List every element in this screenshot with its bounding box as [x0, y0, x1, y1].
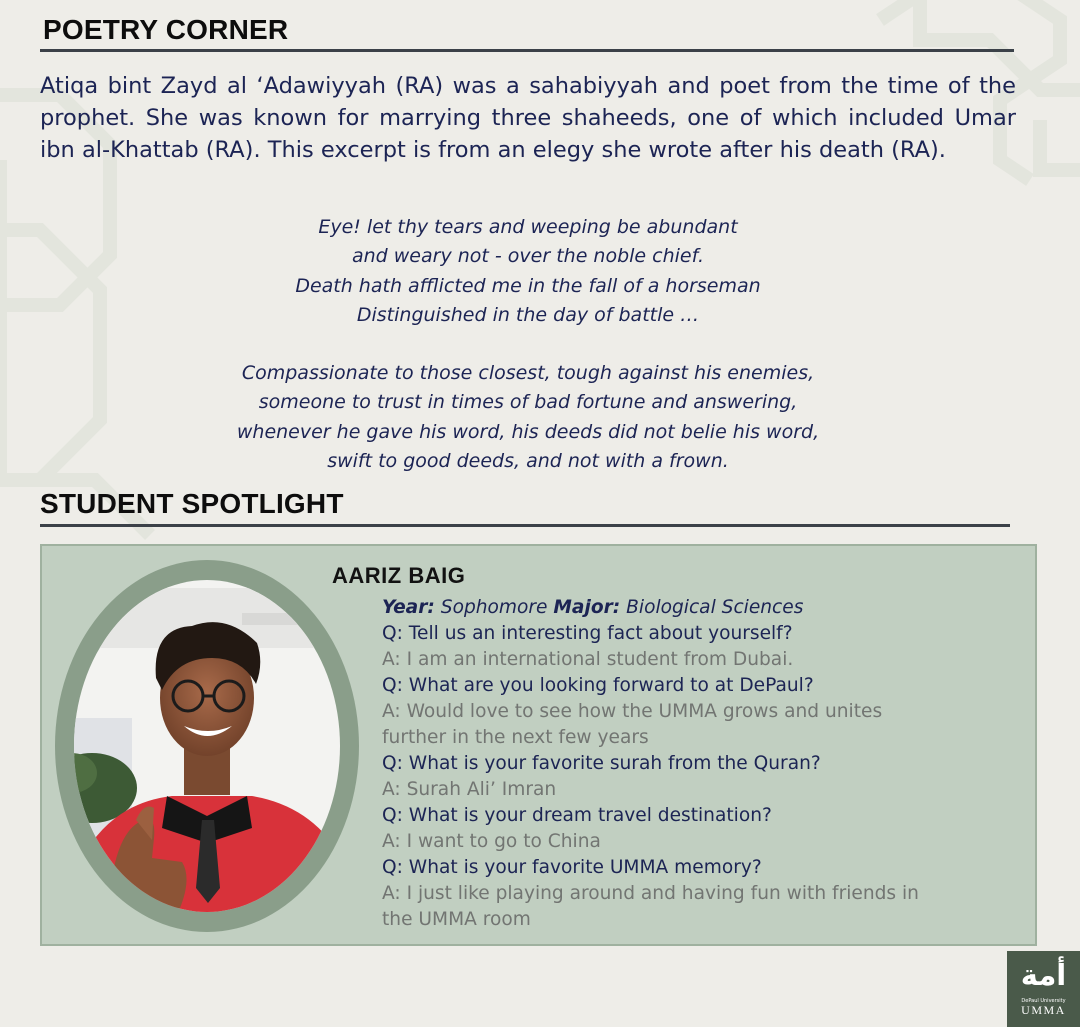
- poem-line: whenever he gave his word, his deeds did not belie his word,: [236, 420, 820, 443]
- year-major-line: [382, 595, 1022, 621]
- logo-subtitle: DePaul University: [1021, 998, 1066, 1004]
- poem-line: and weary not - over the noble chief.: [351, 245, 705, 268]
- poem-line: someone to trust in times of bad fortune and answering,: [258, 391, 798, 414]
- major-label: Major:: [553, 597, 621, 618]
- spotlight-heading-rule: [40, 524, 1010, 527]
- answer: further in the next few years: [382, 727, 649, 748]
- poem-line: Distinguished in the day of battle …: [356, 303, 700, 326]
- umma-logo: [1007, 951, 1080, 1027]
- poem-stanza-2: [40, 359, 1016, 476]
- answer: A: Surah Ali’ Imran: [382, 779, 557, 800]
- poem-line: Death hath afflicted me in the fall of a horseman: [295, 274, 761, 297]
- question: Q: What are you looking forward to at DePaul?: [382, 675, 814, 696]
- question: Q: What is your favorite surah from the Quran?: [382, 753, 821, 774]
- poem-line: swift to good deeds, and not with a frown.: [327, 449, 729, 472]
- logo-name: UMMA: [1021, 1003, 1066, 1017]
- major-value: Biological Sciences: [626, 597, 804, 618]
- question: Q: What is your favorite UMMA memory?: [382, 857, 762, 878]
- poetry-heading-rule: [40, 49, 1014, 52]
- spotlight-qa: [382, 595, 1022, 933]
- poetry-intro: Atiqa bint Zayd al ‘Adawiyyah (RA) was a sahabiyyah and poet from the time of the prophet. She was known for marrying three shaheeds, one of which included Umar ibn al-Khattab (RA). This excerpt is from an elegy she wrote after his death (RA).: [40, 73, 1016, 163]
- poetry-corner-heading: POETRY CORNER: [43, 14, 289, 45]
- student-photo: [52, 558, 362, 934]
- poem-stanza-1: [40, 213, 1016, 330]
- answer: A: I am an international student from Dubai.: [382, 649, 794, 670]
- answer: A: I just like playing around and having fun with friends in: [382, 883, 919, 904]
- question: Q: Tell us an interesting fact about yourself?: [382, 623, 793, 644]
- student-name: AARIZ BAIG: [332, 563, 466, 588]
- poem-line: Eye! let thy tears and weeping be abundant: [318, 216, 738, 238]
- year-value: Sophomore: [440, 597, 548, 618]
- question: Q: What is your dream travel destination?: [382, 805, 772, 826]
- answer: the UMMA room: [382, 909, 531, 930]
- logo-arabic: أمة: [1020, 958, 1067, 992]
- answer: A: Would love to see how the UMMA grows and unites: [382, 701, 883, 722]
- year-label: Year:: [382, 597, 435, 618]
- poem-line: Compassionate to those closest, tough against his enemies,: [241, 362, 815, 384]
- student-spotlight-heading: STUDENT SPOTLIGHT: [40, 488, 344, 519]
- answer: A: I want to go to China: [382, 831, 601, 852]
